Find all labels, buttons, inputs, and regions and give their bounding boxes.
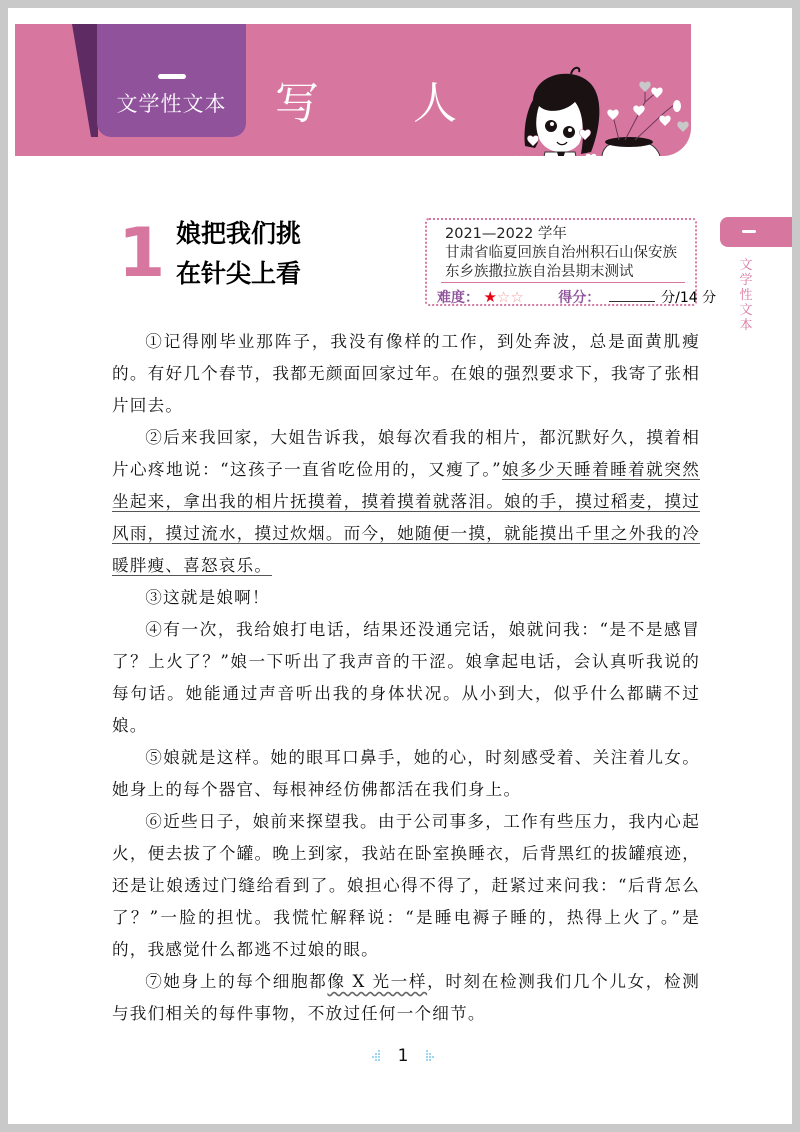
page-number: 1 — [397, 1046, 409, 1066]
side-unit-label: 文学性文本 — [739, 258, 753, 333]
paragraph-3 — [112, 582, 700, 614]
article-body — [112, 326, 700, 1030]
star-filled-icon: ★ — [483, 288, 497, 306]
star-empty-icon: ☆ — [496, 288, 511, 306]
paragraph-text: ①记得刚毕业那阵子，我没有像样的工作，到处奔波，总是面黄肌瘦的。有好几个春节，我都无颜面回家过年。在娘的强烈要求下，我寄了张相片回去。 — [112, 332, 700, 415]
girl-with-flowers-illustration — [495, 62, 691, 156]
wavy-underlined-text: 像 X 光一样 — [327, 972, 428, 991]
chapter-number: 1 — [118, 214, 166, 293]
exam-source-line-2: 东乡族撒拉族自治县期末测试 — [445, 264, 634, 280]
unit-header-band — [15, 24, 691, 156]
difficulty-score-row — [437, 287, 716, 307]
right-dots-decoration — [424, 1049, 436, 1063]
score-blank-field[interactable] — [609, 301, 655, 302]
paragraph-7 — [112, 966, 700, 1030]
paragraph-1 — [112, 326, 700, 422]
chapter-title-line-1: 娘把我们挑 — [176, 219, 302, 248]
side-unit-number-dash — [742, 230, 756, 233]
score-suffix: 分/14 分 — [661, 290, 717, 306]
side-unit-tab — [720, 217, 792, 247]
paragraph-text: ⑦她身上的每个细胞都 — [145, 972, 328, 991]
chapter-title — [176, 214, 301, 294]
exam-source-line-1: 甘肃省临夏回族自治州积石山保安族 — [445, 245, 677, 261]
unit-number — [97, 64, 246, 83]
underlined-text: 娘多少天睡着睡着就突然坐起来，拿出我的相片抚摸着，摸着摸着就落泪。娘的手，摸过稻麦，摸过风雨，摸过流水，摸过炊烟。而今，她随便一摸，就能摸出千里之外我的冷暖胖瘦、喜怒哀乐。 — [112, 460, 701, 575]
paragraph-text: ②后来我回家，大姐告诉我，娘每次看我的相片，都沉默好久，摸着相片心疼地说：“这孩子一直省吃俭用的，又瘦了。” — [112, 428, 700, 479]
paragraph-text: ⑤娘就是这样。她的眼耳口鼻手，她的心，时刻感受着、关注着儿女。她身上的每个器官、每根神经仿佛都活在我们身上。 — [112, 748, 700, 799]
left-dots-decoration — [370, 1049, 382, 1063]
star-empty-icon: ☆ — [510, 288, 524, 306]
page — [8, 8, 792, 1124]
difficulty-rating — [483, 290, 523, 306]
paragraph-4 — [112, 614, 700, 742]
unit-tab — [97, 24, 246, 137]
paragraph-text: ⑥近些日子，娘前来探望我。由于公司事多，工作有些压力，我内心起火，便去拔了个罐。晚上到家，我站在卧室换睡衣，后背黑红的拔罐痕迹，还是让娘透过门缝给看到了。娘担心得不得了，赶紧过来问我：“后背怎么了？”一脸的担忧。我慌忙解释说：“是睡电褥子睡的，热得上火了。”是的，我感觉什么都逃不过娘的眼。 — [112, 812, 700, 959]
page-footer — [368, 1046, 438, 1066]
exam-info-box — [425, 218, 717, 306]
chapter-title-line-2: 在针尖上看 — [176, 259, 302, 288]
unit-title: 写 人 — [275, 78, 497, 129]
paragraph-5 — [112, 742, 700, 806]
paragraph-text: ④有一次，我给娘打电话，结果还没通完话，娘就问我：“是不是感冒了？上火了？”娘一下听出了我声音的干涩。娘拿起电话，会认真听我说的每句话。她能通过声音听出我的身体状况。从小到大，似乎什么都瞒不过娘。 — [112, 620, 700, 735]
unit-number-dash — [158, 74, 186, 79]
difficulty-label: 难度： — [437, 290, 479, 306]
paragraph-text: ，时刻在检测我们几个儿女，检测与我们相关的每件事物，不放过任何一个细节。 — [112, 972, 701, 1023]
info-divider — [441, 282, 685, 283]
paragraph-text: ③这就是娘啊！ — [145, 588, 270, 607]
paragraph-6 — [112, 806, 700, 966]
paragraph-2 — [112, 422, 700, 582]
score-label: 得分： — [558, 290, 601, 306]
unit-category: 文学性文本 — [116, 92, 227, 116]
exam-year: 2021—2022 学年 — [445, 226, 567, 242]
